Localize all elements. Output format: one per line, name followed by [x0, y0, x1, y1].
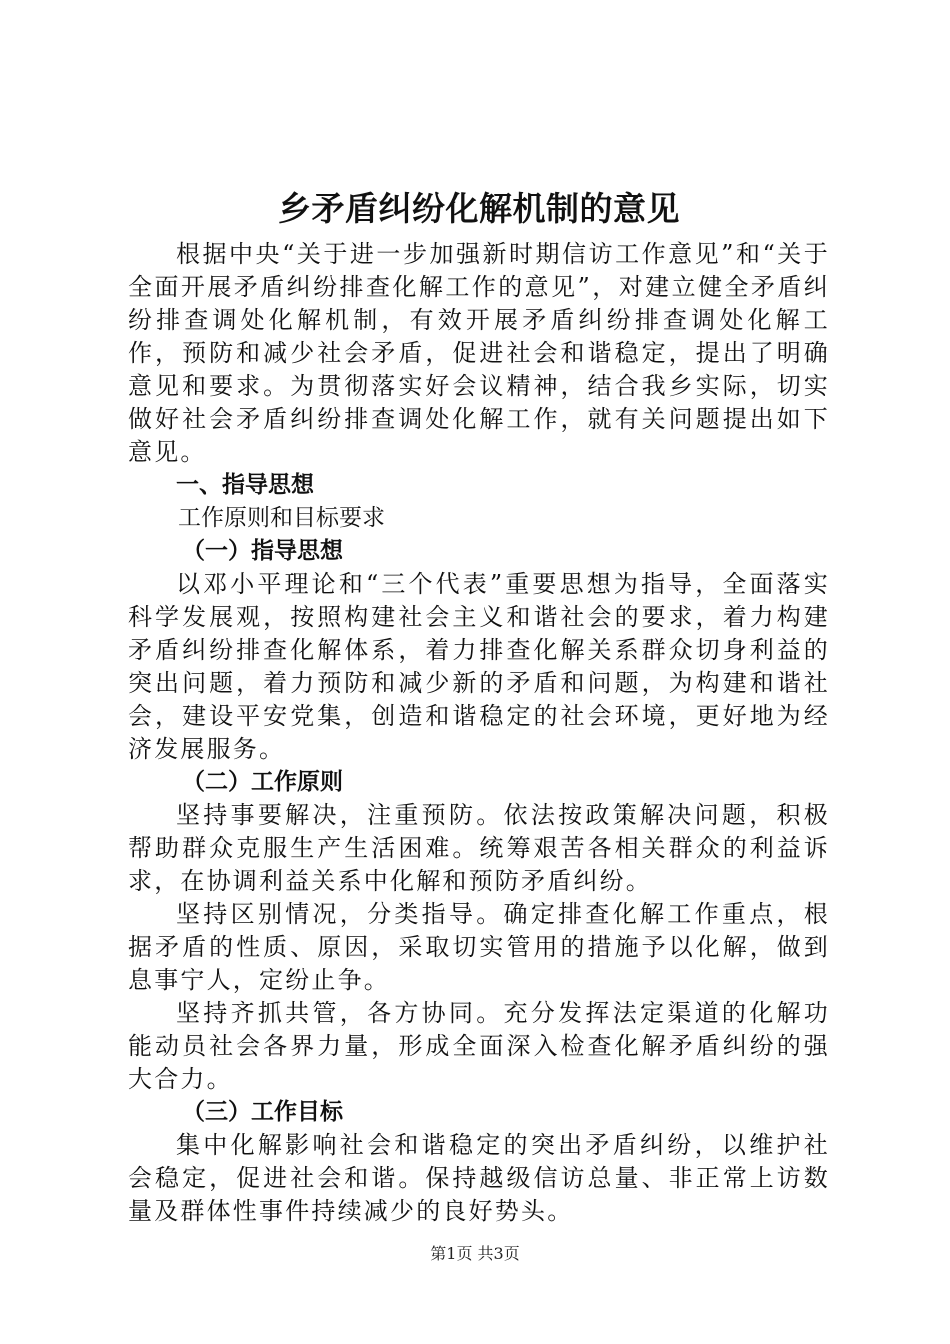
intro-paragraph: 根据中央“关于进一步加强新时期信访工作意见”和“关于全面开展矛盾纠纷排查化解工作的意见”，对建立健全矛盾纠纷排查调处化解机制，有效开展矛盾纠纷排查调处化解工作，预防和减少社会矛盾，促进社会和谐稳定，提出了明确意见和要求。为贯彻落实好会议精神，结合我乡实际，切实做好社会矛盾纠纷排查调处化解工作，就有关问题提出如下意见。 — [128, 240, 830, 466]
principle-paragraph-2: 坚持区别情况，分类指导。确定排查化解工作重点，根据矛盾的性质、原因，采取切实管用的措施予以化解，做到息事宁人，定纷止争。 — [128, 900, 830, 994]
goal-paragraph: 集中化解影响社会和谐稳定的突出矛盾纠纷，以维护社会稳定，促进社会和谐。保持越级信访总量、非正常上访数量及群体性事件持续减少的良好势头。 — [128, 1131, 830, 1225]
document-body — [128, 180, 830, 1228]
subsection-1-paragraph: 以邓小平理论和“三个代表”重要思想为指导，全面落实科学发展观，按照构建社会主义和谐社会的要求，着力构建矛盾纠纷排查化解体系，着力排查化解关系群众切身利益的突出问题，着力预防和减少新的矛盾和问题，为构建和谐社会，建设平安党集，创造和谐稳定的社会环境，更好地为经济发展服务。 — [128, 570, 830, 763]
subsection-heading-1: （一）指导思想 — [182, 538, 343, 564]
section-subtitle: 工作原则和目标要求 — [178, 505, 385, 531]
subsection-heading-2: （二）工作原则 — [182, 769, 343, 795]
principle-paragraph-1: 坚持事要解决，注重预防。依法按政策解决问题，积极帮助群众克服生产生活困难。统筹艰苦各相关群众的利益诉求，在协调利益关系中化解和预防矛盾纠纷。 — [128, 801, 830, 895]
page-footer: 第1页 共3页 — [430, 1244, 520, 1263]
section-heading-guiding-ideology: 一、指导思想 — [176, 472, 314, 498]
document-title: 乡矛盾纠纷化解机制的意见 — [278, 189, 680, 228]
subsection-heading-3: （三）工作目标 — [182, 1099, 343, 1125]
principle-paragraph-3: 坚持齐抓共管，各方协同。充分发挥法定渠道的化解功能动员社会各界力量，形成全面深入检查化解矛盾纠纷的强大合力。 — [128, 999, 830, 1093]
